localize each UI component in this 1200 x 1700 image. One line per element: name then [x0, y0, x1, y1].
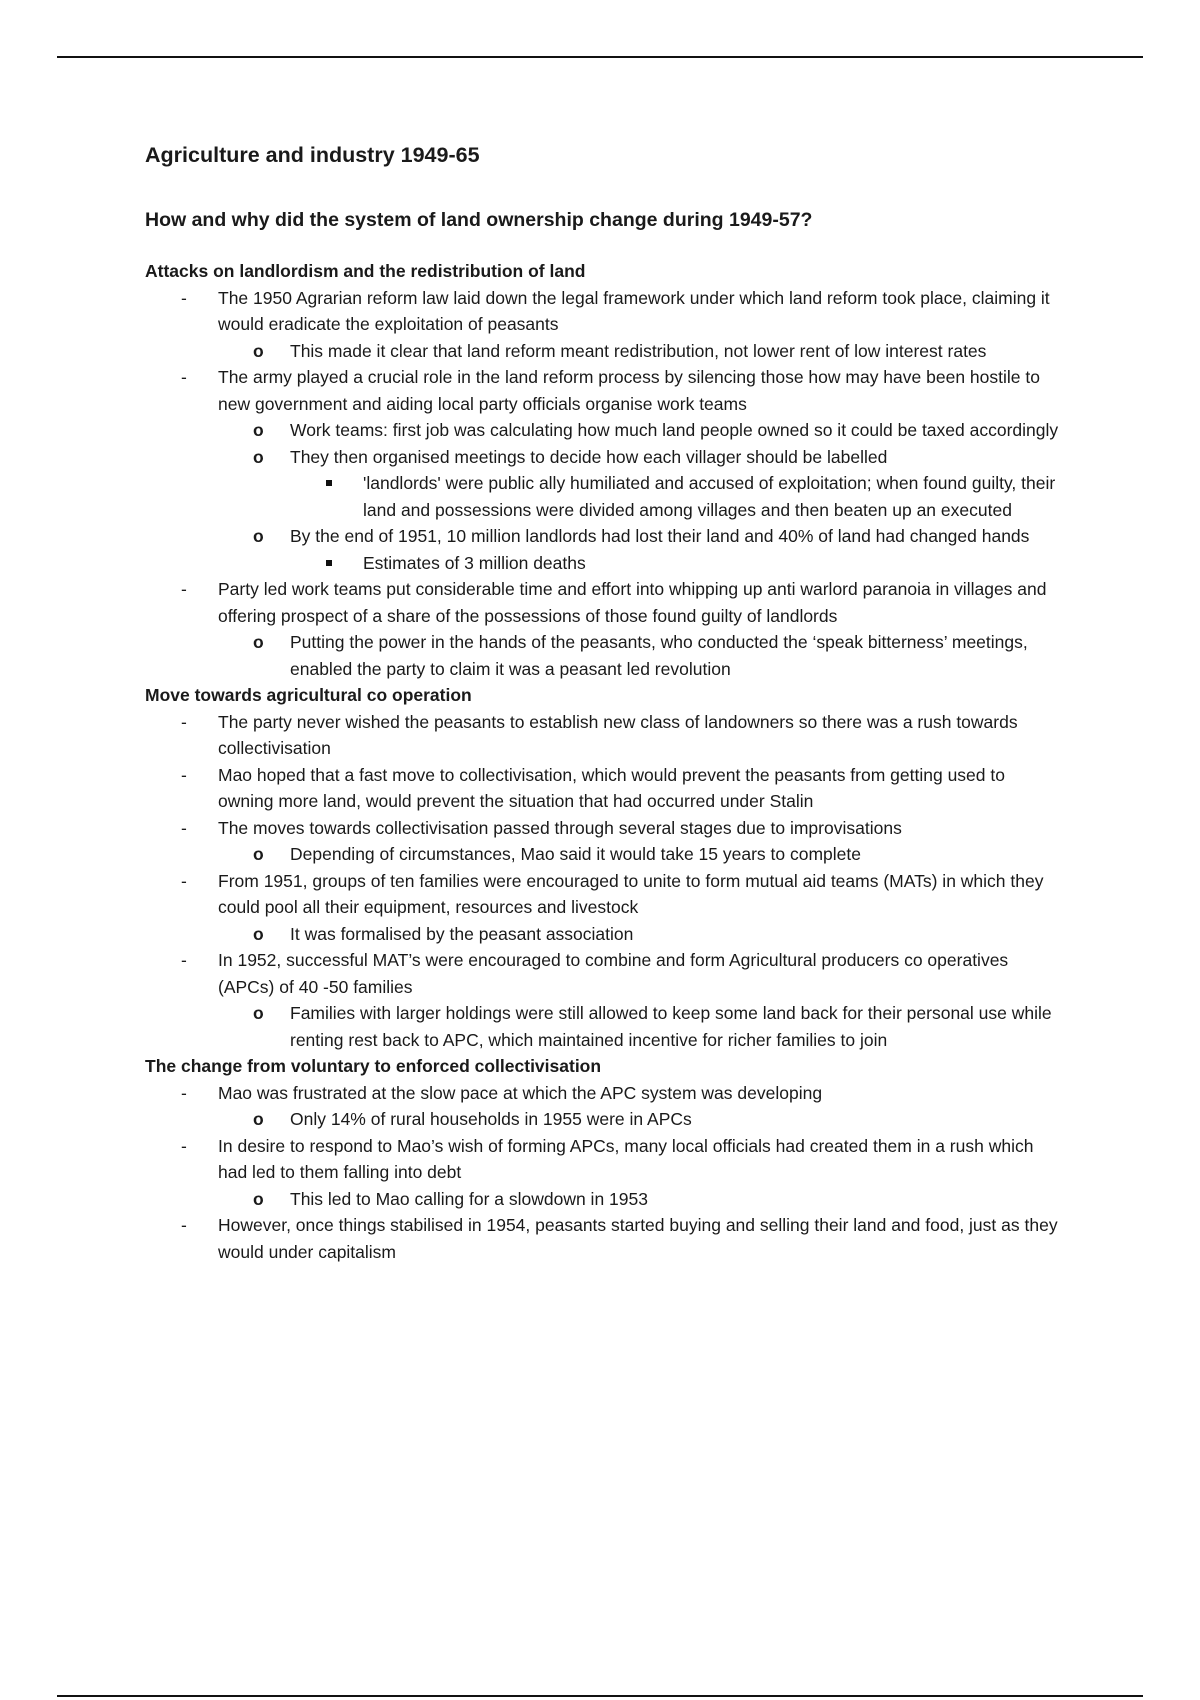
list-item — [145, 285, 1065, 338]
list-item — [145, 947, 1065, 1000]
section-heading: The change from voluntary to enforced collectivisation — [145, 1056, 602, 1077]
item-text: 'landlords' were public ally humiliated and accused of exploitation; when found guilty, their land and possessions were divided among villages and then beaten up an executed — [363, 473, 1056, 520]
list-item — [145, 338, 1065, 365]
bottom-rule — [57, 1695, 1143, 1697]
top-rule — [57, 56, 1143, 58]
circle-bullet: o — [253, 526, 264, 547]
list-item — [145, 417, 1065, 444]
dash-bullet: - — [181, 1215, 187, 1236]
list-item — [145, 762, 1065, 815]
list-item — [145, 1000, 1065, 1053]
item-text: However, once things stabilised in 1954, peasants started buying and selling their land and food, just as they would under capitalism — [218, 1215, 1058, 1262]
item-text: Estimates of 3 million deaths — [363, 552, 586, 573]
question-heading: How and why did the system of land ownership change during 1949-57? — [145, 208, 813, 231]
item-text: In 1952, successful MAT’s were encouraged to combine and form Agricultural producers co operatives (APCs) of 40 -50 families — [218, 950, 1009, 997]
circle-bullet: o — [253, 340, 264, 361]
item-text: By the end of 1951, 10 million landlords had lost their land and 40% of land had changed hands — [290, 526, 1030, 547]
list-item — [145, 364, 1065, 417]
item-text: The moves towards collectivisation passed through several stages due to improvisations — [218, 817, 902, 838]
bullet-list — [145, 1080, 1065, 1266]
bullet-list — [145, 709, 1065, 1054]
circle-bullet: o — [253, 923, 264, 944]
section-heading: Move towards agricultural co operation — [145, 685, 472, 706]
dash-bullet: - — [181, 764, 187, 785]
dash-bullet: - — [181, 1082, 187, 1103]
bullet-list — [145, 285, 1065, 683]
dash-bullet: - — [181, 950, 187, 971]
circle-bullet: o — [253, 1188, 264, 1209]
item-text: Party led work teams put considerable time and effort into whipping up anti warlord paranoia in villages and offering prospect of a share of the possessions of those found guilty of landlords — [218, 579, 1047, 626]
list-item — [145, 1106, 1065, 1133]
item-text: Mao hoped that a fast move to collectivisation, which would prevent the peasants from getting used to owning more land, would prevent the situation that had occurred under Stalin — [218, 764, 1005, 812]
item-text: This made it clear that land reform meant redistribution, not lower rent of low interest rates — [290, 340, 987, 361]
item-text: Putting the power in the hands of the peasants, who conducted the ‘speak bitterness’ meetings, enabled the party to claim it was a peasant led revolution — [290, 632, 1028, 679]
item-text: They then organised meetings to decide how each villager should be labelled — [290, 446, 888, 467]
circle-bullet: o — [253, 446, 264, 467]
document-body — [145, 143, 1065, 1265]
item-text: Work teams: first job was calculating how much land people owned so it could be taxed accordingly — [290, 420, 1059, 441]
item-text: Only 14% of rural households in 1955 were in APCs — [290, 1109, 692, 1130]
dash-bullet: - — [181, 711, 187, 732]
dash-bullet: - — [181, 367, 187, 388]
dash-bullet: - — [181, 870, 187, 891]
list-item — [145, 1133, 1065, 1186]
square-bullet-icon — [326, 470, 332, 497]
item-text: The party never wished the peasants to establish new class of landowners so there was a rush towards collectivisation — [218, 711, 1018, 759]
notes-sections — [145, 258, 1065, 1265]
circle-bullet: o — [253, 1109, 264, 1130]
item-text: The 1950 Agrarian reform law laid down the legal framework under which land reform took place, claiming it would eradicate the exploitation of peasants — [218, 287, 1050, 335]
document-title: Agriculture and industry 1949-65 — [145, 143, 480, 167]
item-text: From 1951, groups of ten families were encouraged to unite to form mutual aid teams (MATs) in which they could pool all their equipment, resources and livestock — [218, 870, 1044, 918]
dash-bullet: - — [181, 1135, 187, 1156]
circle-bullet: o — [253, 632, 264, 653]
list-item — [145, 841, 1065, 868]
dash-bullet: - — [181, 817, 187, 838]
list-item — [145, 576, 1065, 629]
item-text: Mao was frustrated at the slow pace at which the APC system was developing — [218, 1082, 823, 1103]
list-item — [145, 868, 1065, 921]
list-item — [145, 815, 1065, 842]
item-text: In desire to respond to Mao’s wish of forming APCs, many local officials had created them in a rush which had led to them falling into debt — [218, 1135, 1034, 1183]
list-item — [145, 1212, 1065, 1265]
dash-bullet: - — [181, 579, 187, 600]
list-item — [145, 1186, 1065, 1213]
list-item — [145, 629, 1065, 682]
circle-bullet: o — [253, 844, 264, 865]
list-item — [145, 709, 1065, 762]
item-text: The army played a crucial role in the land reform process by silencing those how may have been hostile to new government and aiding local party officials organise work teams — [218, 367, 1040, 414]
list-item — [145, 523, 1065, 550]
list-item — [145, 1080, 1065, 1107]
square-bullet-icon — [326, 550, 332, 577]
item-text: Families with larger holdings were still allowed to keep some land back for their personal use while renting rest back to APC, which maintained incentive for richer families to join — [290, 1003, 1052, 1050]
list-item — [145, 470, 1065, 523]
item-text: Depending of circumstances, Mao said it would take 15 years to complete — [290, 844, 861, 865]
item-text: It was formalised by the peasant association — [290, 923, 634, 944]
circle-bullet: o — [253, 420, 264, 441]
list-item — [145, 921, 1065, 948]
list-item — [145, 444, 1065, 471]
list-item — [145, 550, 1065, 577]
circle-bullet: o — [253, 1003, 264, 1024]
item-text: This led to Mao calling for a slowdown in 1953 — [290, 1188, 648, 1209]
dash-bullet: - — [181, 287, 187, 308]
section-heading: Attacks on landlordism and the redistribution of land — [145, 261, 586, 282]
